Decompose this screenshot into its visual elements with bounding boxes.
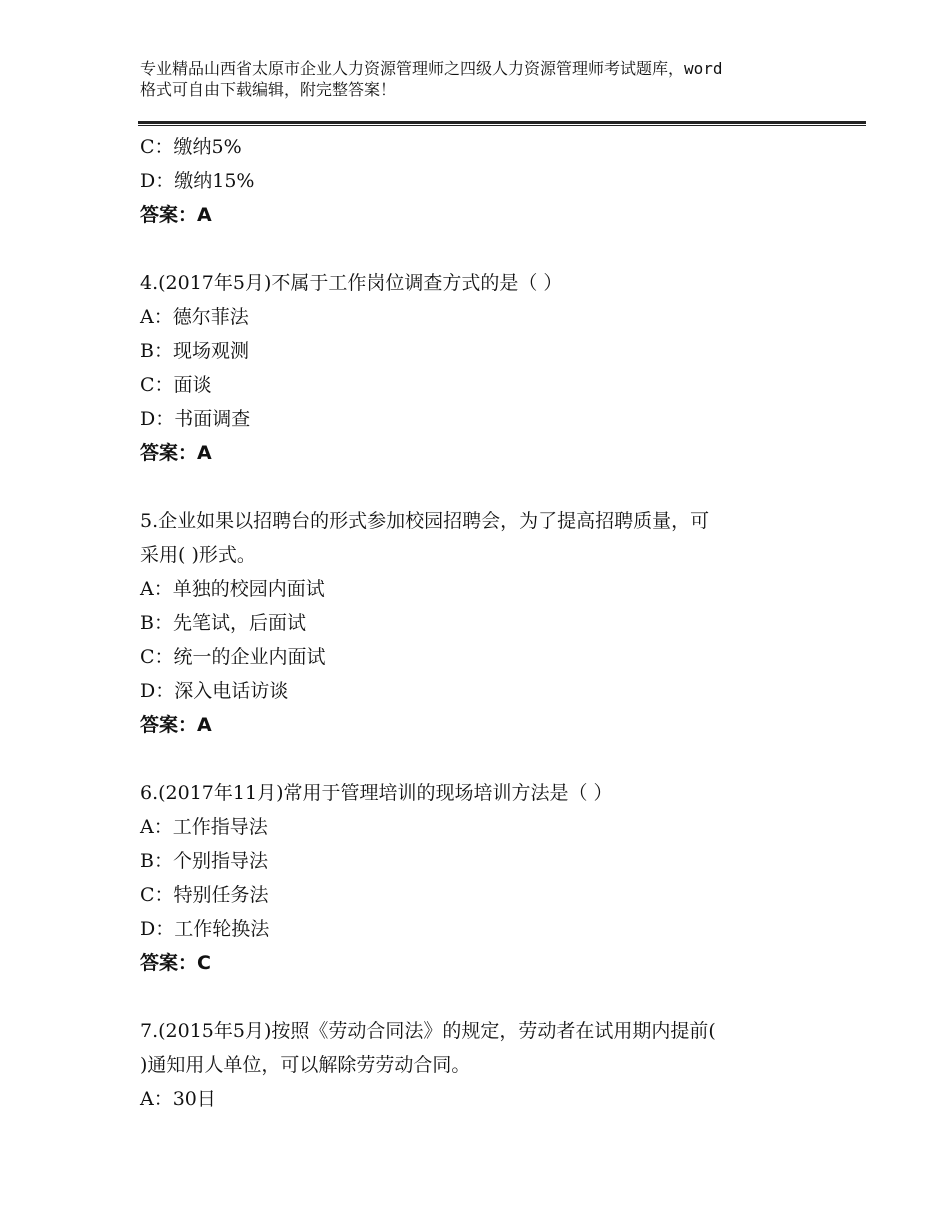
question-5-answer: 答案：A <box>140 714 212 736</box>
question-5-option-c: C：统一的企业内面试 <box>140 646 326 668</box>
question-6-stem: 6.(2017年11月)常用于管理培训的现场培训方法是（ ） <box>140 782 613 804</box>
question-list <box>140 130 830 1116</box>
question-4-option-c: C：面谈 <box>140 374 212 396</box>
question-6-option-a: A：工作指导法 <box>140 816 268 838</box>
question-5-option-b: B：先笔试，后面试 <box>140 612 306 634</box>
question-6-option-b: B：个别指导法 <box>140 850 268 872</box>
header-divider-thick <box>138 121 866 124</box>
question-7-stem-line-1: 7.(2015年5月)按照《劳动合同法》的规定，劳动者在试用期内提前( <box>140 1020 716 1042</box>
answer-line: 答案：A <box>140 204 212 226</box>
header-divider-thin <box>138 125 866 126</box>
question-4-option-a: A：德尔菲法 <box>140 306 249 328</box>
question-5-stem-line-2: 采用( )形式。 <box>140 544 256 566</box>
question-4-stem: 4.(2017年5月)不属于工作岗位调查方式的是（ ） <box>140 272 563 294</box>
option-d: D：缴纳15% <box>140 170 255 192</box>
question-6-option-c: C：特别任务法 <box>140 884 269 906</box>
question-7-option-a: A：30日 <box>140 1088 216 1110</box>
document-header <box>140 58 840 100</box>
question-6-answer: 答案：C <box>140 952 211 974</box>
question-4-option-b: B：现场观测 <box>140 340 249 362</box>
question-6-option-d: D：工作轮换法 <box>140 918 270 940</box>
question-5-option-d: D：深入电话访谈 <box>140 680 289 702</box>
header-line-1: 专业精品山西省太原市企业人力资源管理师之四级人力资源管理师考试题库，word <box>140 59 723 78</box>
question-5-stem-line-1: 5.企业如果以招聘台的形式参加校园招聘会，为了提高招聘质量，可 <box>140 510 710 532</box>
question-4-option-d: D：书面调查 <box>140 408 251 430</box>
question-7-stem-line-2: )通知用人单位，可以解除劳劳动合同。 <box>140 1054 471 1076</box>
option-c: C：缴纳5% <box>140 136 242 158</box>
question-4-answer: 答案：A <box>140 442 212 464</box>
header-line-2: 格式可自由下载编辑，附完整答案！ <box>140 80 397 99</box>
question-5-option-a: A：单独的校园内面试 <box>140 578 325 600</box>
